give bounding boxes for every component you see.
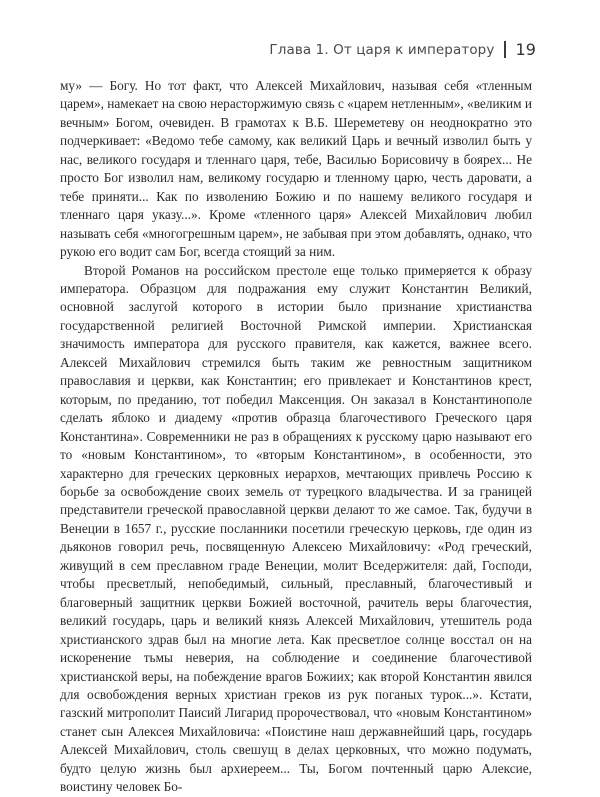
body-text [60,77,532,797]
chapter-title: Глава 1. От царя к императору [269,41,495,58]
page-number: 19 [515,40,536,59]
paragraph-second-romanov: Второй Романов на российском престоле еще только примеряется к образу императора. Образцом для подражания ему служит Константин Великий, основной заслугой которого в истории было признание христианства государственной религией Восточной Римской империи. Христианская значимость императора для русского правителя, как кажется, важнее всего. Алексей Михайлович стремился быть таким же ревностным защитником православия и церкви, как Константин; его привлекает и Константинов крест, которым, по преданию, тот победил Максенция. Он заказал в Константинополе сделать яблоко и диадему «против образца благочестивого Греческого царя Константина». Современники не раз в обращениях к русскому царю называют его то «новым Константином», то «вторым Константином», в особенности, это характерно для греческих церковных иерархов, мечтающих привлечь Россию к борьбе за освобождение своих земель от турецкого владычества. И за границей представители греческой православной церкви делают то же самое. Так, будучи в Венеции в 1657 г., русские посланники посетили греческую церковь, где один из дьяконов говорил речь, посвященную Алексею Михайловичу: «Род греческий, живущий в сем преславном граде Венеции, молит Вседержителя: дай, Господи, чтобы пресветлый, непобедимый, сильный, преславный, благочестивый и благоверный защитник церкви Божией восточной, рачитель веры благочестия, великий государь, царь и великий князь Алексей Михайлович, утешитель рода христианского здрав был на многие лета. Как пресветлое солнце восстал он на искоренение тьмы неверия, на соблюдение и соединение благочестивой христианской веры, на побеждение врагов Божиих; как второй Константин явился для освобождения верных христиан греков из рук поганых турок...». Кстати, газский митрополит Паисий Лигарид пророчествовал, что «новым Константином» станет сын Алексея Михайловича: «Поистине наш державнейший царь, государь Алексей Михайлович, столь свешущ в делах церковных, что можно подумать, будто целую жизнь был архиереем... Ты, Богом почтенный царю Алексие, воистину человек Бо- [60,262,532,795]
paragraph-continuation: му» — Богу. Но тот факт, что Алексей Михайлович, называя себя «тленным царем», намекает на свою нерасторжимую связь с «царем нетленным», «великим и вечным» Богом, очевиден. В грамотах к В.Б. Шереметеву он неоднократно это подчеркивает: «Ведомо тебе самому, как великий Царь и вечный изволил быть у нас, великого государя и тленнаго царя, тебе, Василью Борисовичу в боярех... Не просто Бог изволил нам, великому государю и тленному царю, честь даровати, а тебе приняти... Как по изволению Божию и по нашему великого государя и тленнаго царя указу...». Кроме «тленного царя» Алексей Михайлович любил называть себя «многогрешным царем», не забывая при этом добавлять, однако, что рукою его водит сам Бог, всегда стоящий за ним. [60,78,532,260]
header-divider [504,41,506,58]
running-header [269,40,536,59]
